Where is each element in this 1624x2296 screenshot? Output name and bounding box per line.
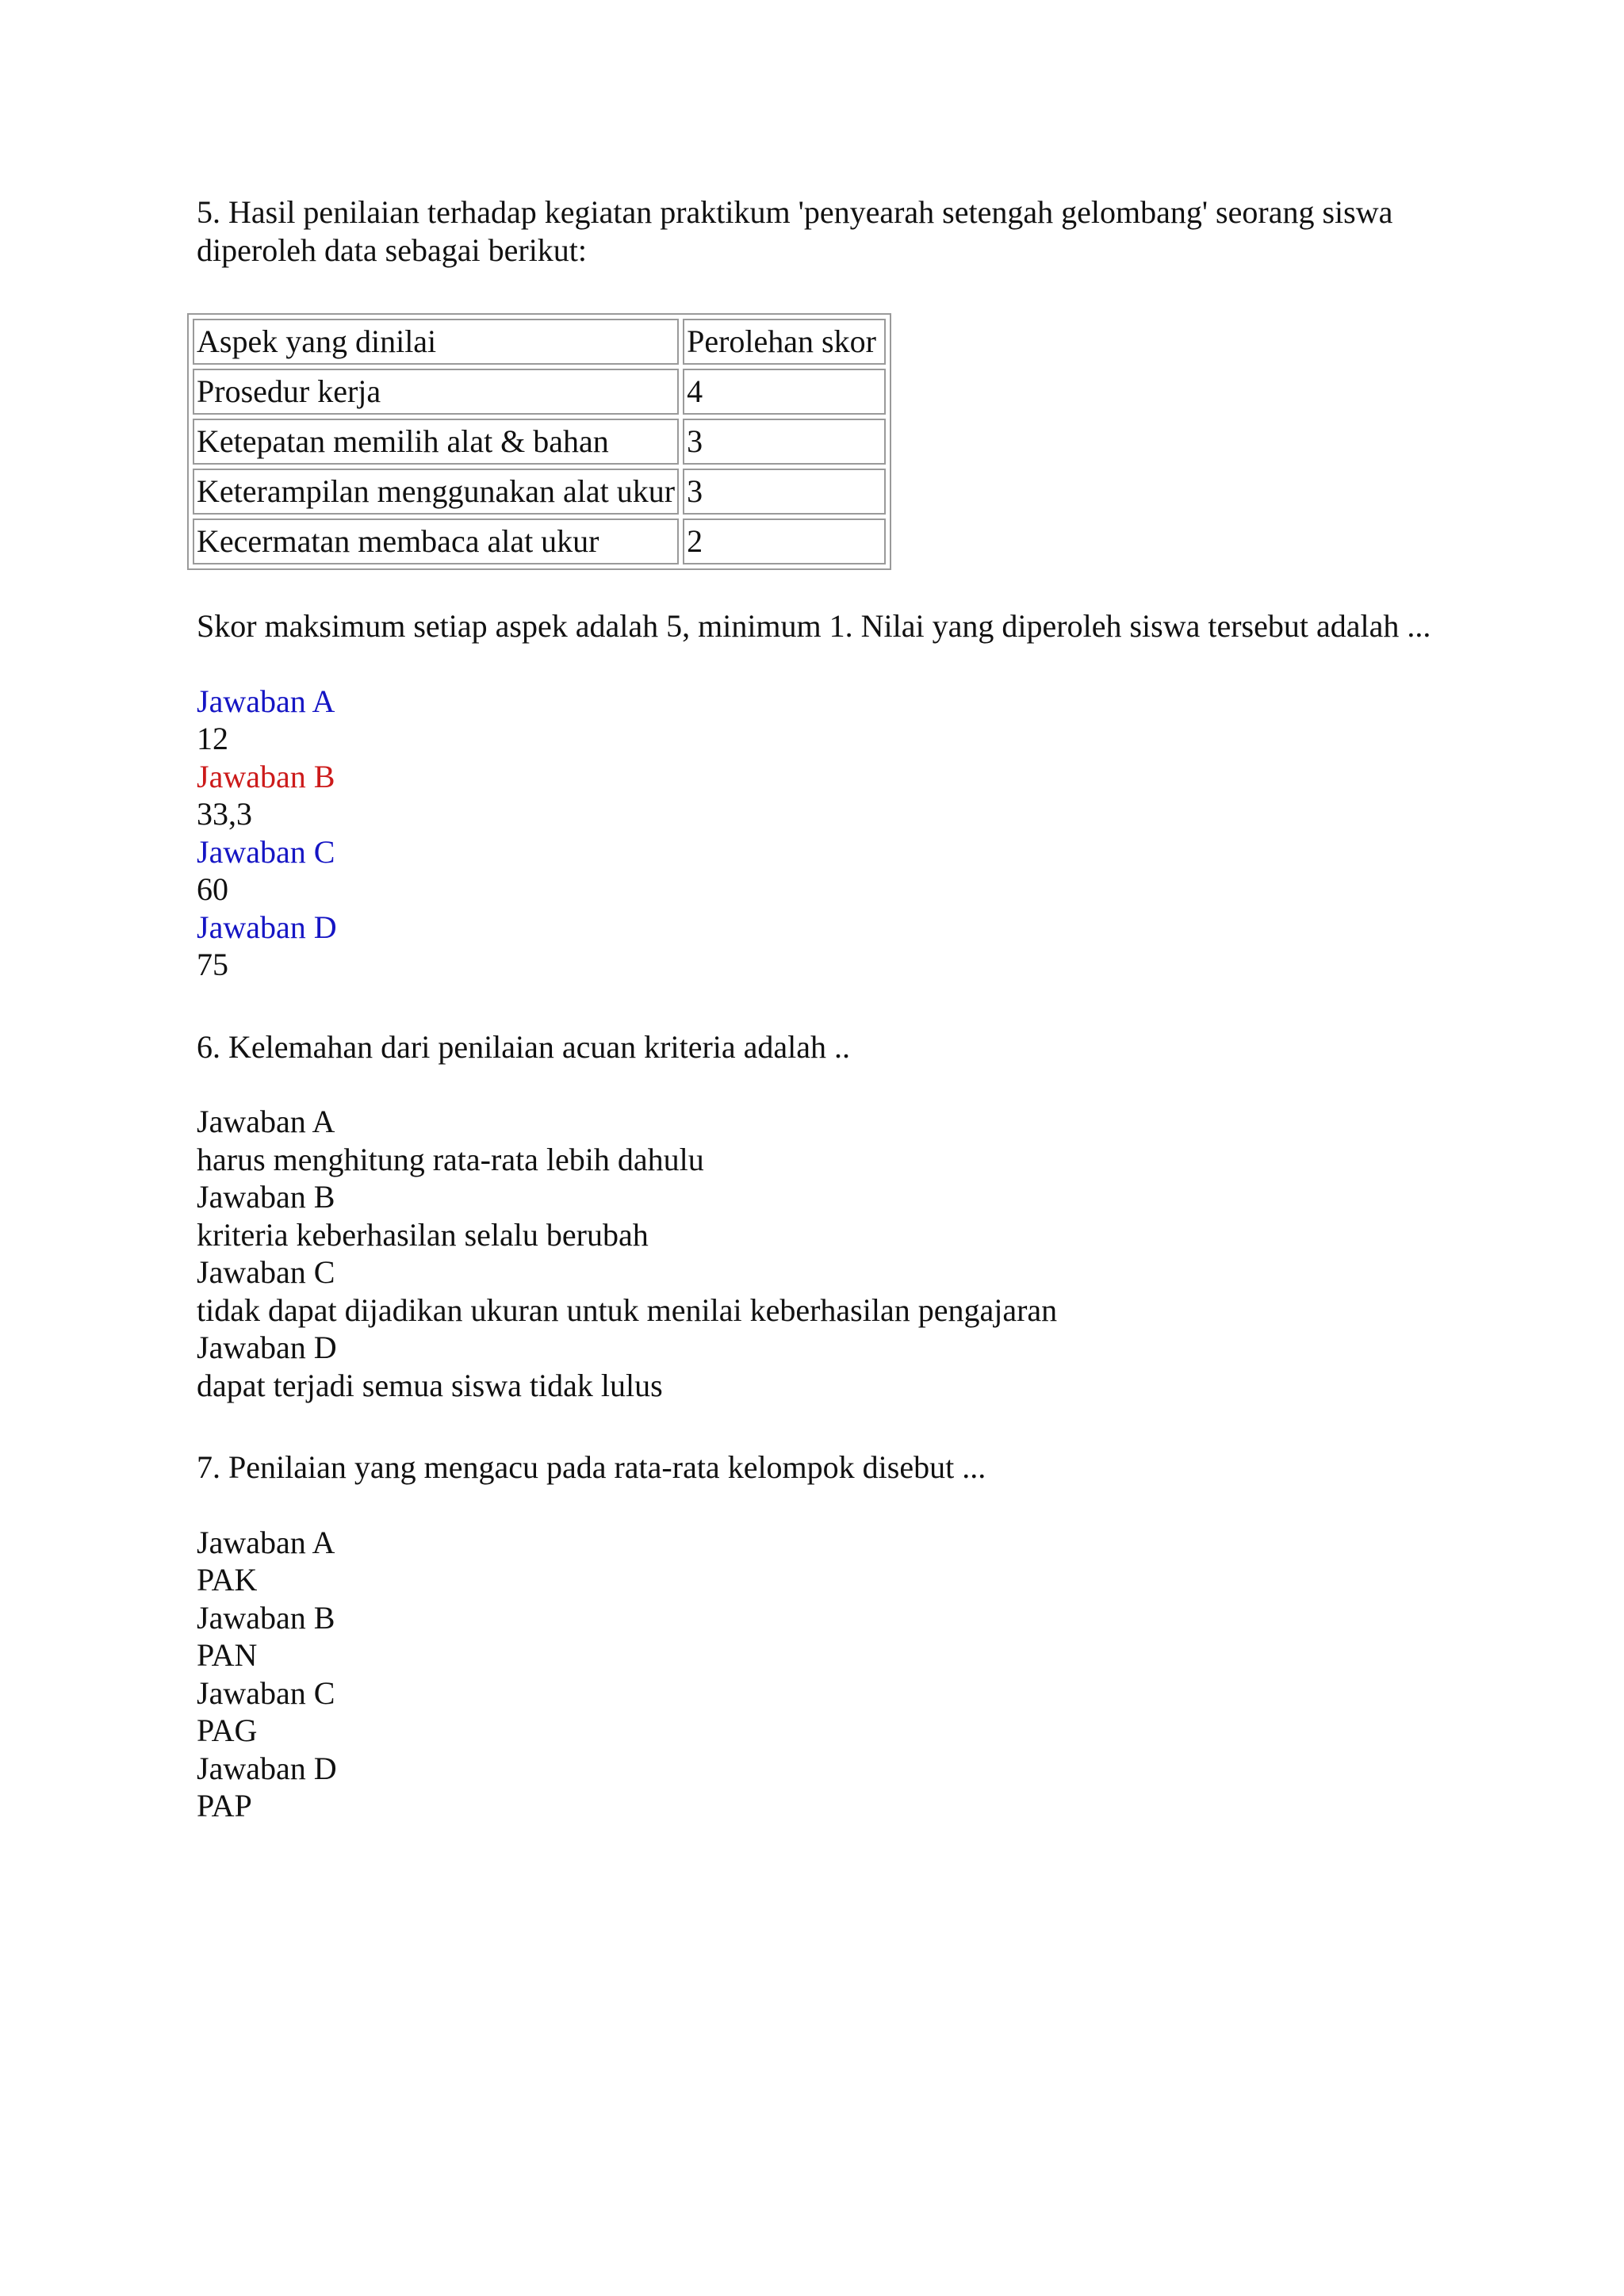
answer-value: harus menghitung rata-rata lebih dahulu — [197, 1141, 704, 1177]
answer-value: PAG — [197, 1712, 258, 1748]
question-7-text: 7. Penilaian yang mengacu pada rata-rata kelompok disebut ... — [197, 1449, 986, 1485]
table-cell-score: 4 — [683, 369, 886, 415]
table-cell-aspect: Prosedur kerja — [193, 369, 679, 415]
answer-value: kriteria keberhasilan selalu berubah — [197, 1216, 649, 1253]
question-5-note: Skor maksimum setiap aspek adalah 5, minimum 1. Nilai yang diperoleh siswa tersebut adalah ... — [197, 608, 1431, 644]
answer-label[interactable]: Jawaban B — [197, 758, 335, 794]
answer-value: PAN — [197, 1637, 258, 1673]
table-cell-aspect: Keterampilan menggunakan alat ukur — [193, 469, 679, 515]
answer-label: Jawaban A — [197, 1104, 335, 1139]
answer-label: Jawaban C — [197, 1674, 335, 1711]
question-7-answers — [197, 1524, 1434, 1825]
answer-value: 12 — [197, 721, 228, 756]
table-cell-aspect: Kecermatan membaca alat ukur — [193, 519, 679, 564]
answer-value: dapat terjadi semua siswa tidak lulus — [197, 1367, 663, 1403]
answer-value: 60 — [197, 871, 228, 907]
document-page — [197, 193, 1434, 1825]
answer-label[interactable]: Jawaban C — [197, 833, 335, 870]
answer-label: Jawaban D — [197, 1330, 337, 1365]
table-row — [193, 469, 886, 515]
table-header-score: Perolehan skor — [683, 319, 886, 365]
answer-label: Jawaban B — [197, 1179, 335, 1215]
table-cell-score: 3 — [683, 469, 886, 515]
answer-label[interactable]: Jawaban D — [197, 909, 337, 945]
answer-value: tidak dapat dijadikan ukuran untuk menilai keberhasilan pengajaran — [197, 1292, 1058, 1328]
question-5-text: 5. Hasil penilaian terhadap kegiatan praktikum 'penyearah setengah gelombang' seorang siswa diperoleh data sebagai berikut: — [197, 194, 1393, 268]
answer-label: Jawaban B — [197, 1599, 335, 1636]
answer-value: PAP — [197, 1788, 252, 1823]
table-cell-aspect: Ketepatan memilih alat & bahan — [193, 419, 679, 465]
answer-label: Jawaban C — [197, 1254, 335, 1290]
question-6-text: 6. Kelemahan dari penilaian acuan kriteria adalah .. — [197, 1028, 851, 1065]
answer-value: 33,3 — [197, 796, 252, 832]
question-5-answers — [197, 683, 1434, 984]
table-row — [193, 419, 886, 465]
answer-label: Jawaban D — [197, 1750, 337, 1786]
table-row — [193, 519, 886, 564]
question-6-answers — [197, 1103, 1434, 1404]
table-cell-score: 2 — [683, 519, 886, 564]
table-cell-score: 3 — [683, 419, 886, 465]
table-header-row — [193, 319, 886, 365]
answer-label: Jawaban A — [197, 1524, 335, 1560]
answer-value: PAK — [197, 1562, 258, 1598]
table-header-aspect: Aspek yang dinilai — [193, 319, 679, 365]
answer-label[interactable]: Jawaban A — [197, 683, 335, 719]
answer-value: 75 — [197, 947, 228, 982]
score-table — [187, 313, 891, 570]
table-row — [193, 369, 886, 415]
